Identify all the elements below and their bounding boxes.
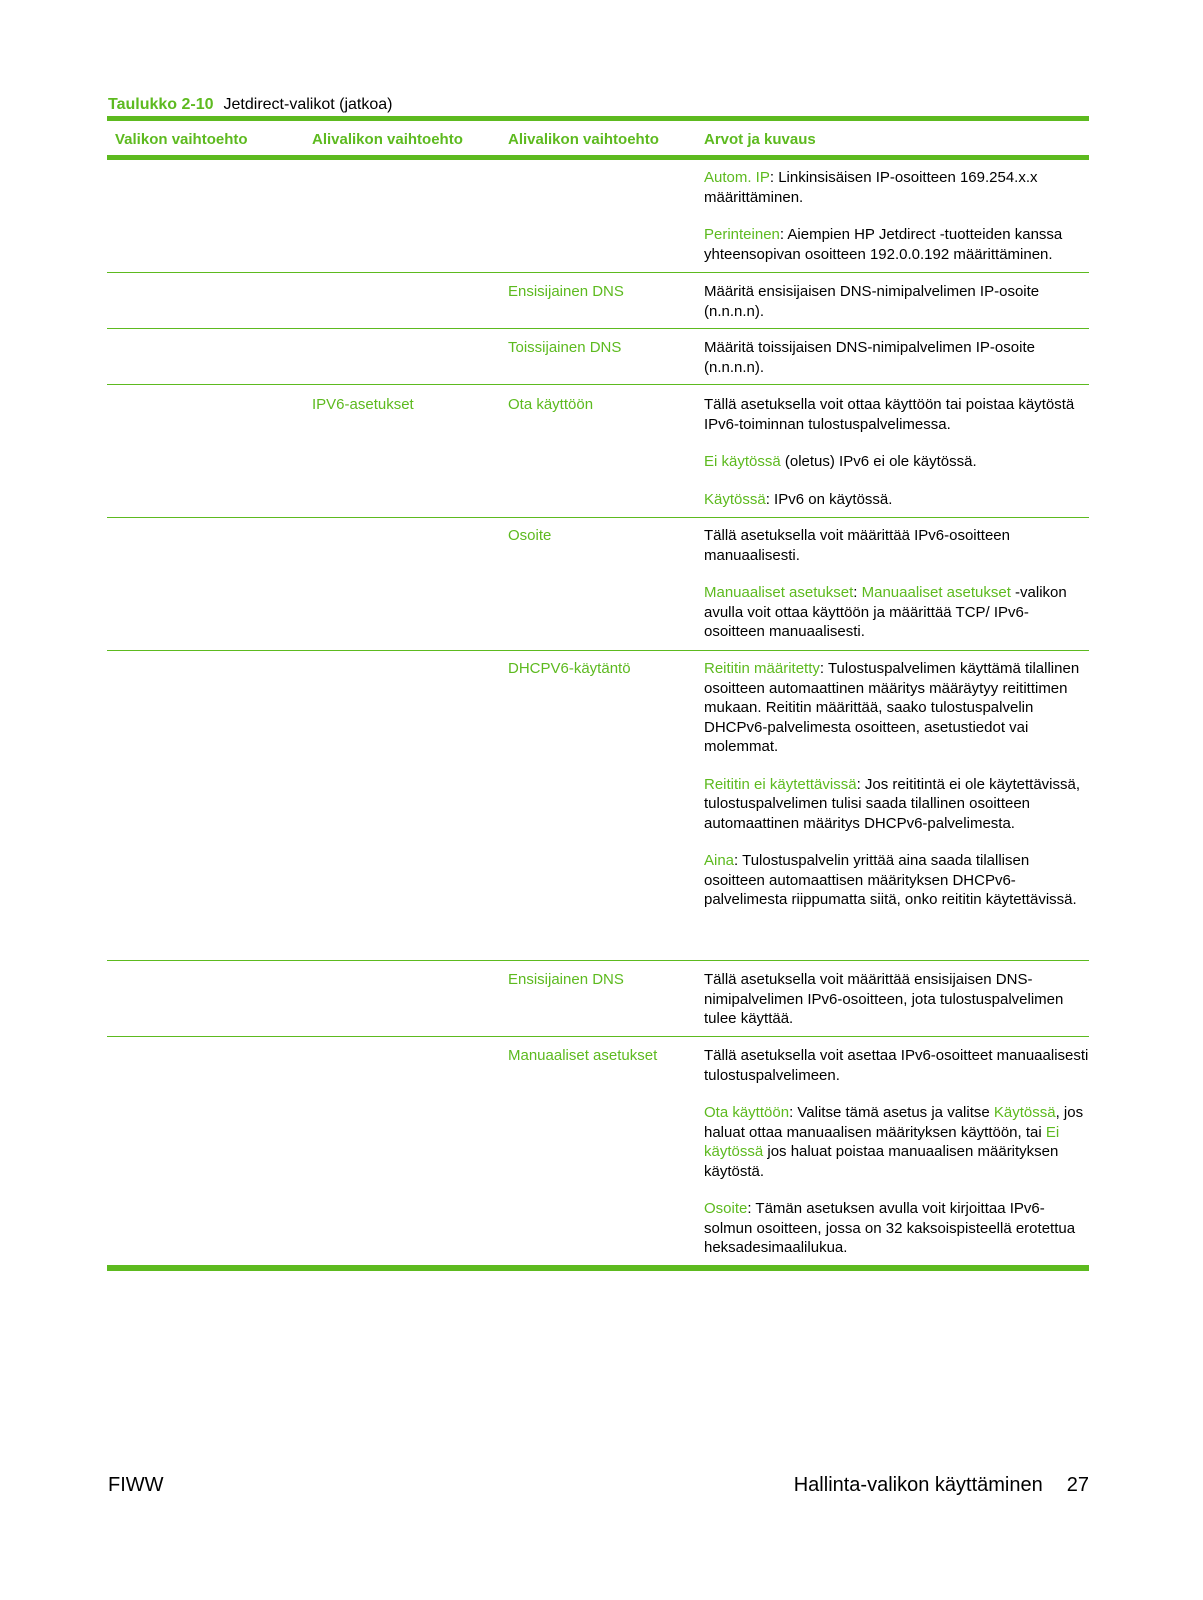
row-description — [704, 168, 1089, 264]
submenu-option: DHCPV6-käytäntö — [508, 660, 631, 677]
description-paragraph: Tällä asetuksella voit asettaa IPv6-osoitteet manuaalisesti tulostuspalvelimeen. — [704, 1047, 1089, 1084]
value-term: Perinteinen — [704, 226, 780, 243]
submenu-option: Osoite — [508, 527, 552, 544]
description-paragraph: Ota käyttöön: Valitse tämä asetus ja valitse Käytössä, jos haluat ottaa manuaalisen määrityksen käyttöön, tai Ei käytössä jos haluat poistaa manuaalisen määrityksen käytöstä. — [704, 1104, 1084, 1180]
header-col-menu-option: Valikon vaihtoehto — [115, 131, 248, 148]
footer-section — [794, 1473, 1089, 1497]
description-paragraph: Osoite: Tämän asetuksen avulla voit kirjoittaa IPv6-solmun osoitteen, jossa on 32 kaksoispisteellä erotettua heksadesimaalilukua. — [704, 1200, 1076, 1256]
description-paragraph: Ei käytössä (oletus) IPv6 ei ole käytössä. — [704, 453, 977, 470]
value-term: Ei käytössä — [704, 1123, 1060, 1160]
value-term: Käytössä — [704, 490, 766, 508]
row-description — [704, 338, 1089, 377]
table-number: Taulukko 2-10 — [108, 96, 214, 113]
table-caption — [108, 95, 392, 115]
description-paragraph: Reititin määritetty: Tulostuspalvelimen käyttämä tilallinen osoitteen automaattinen määritys määräytyy reitittimen mukaan. Reititin määrittää, saako tulostuspalvelin DHCPv6-palvelimesta osoitteen, asetustiedot vai molemmat. — [704, 660, 1080, 755]
row-description — [704, 970, 1089, 1029]
value-term: Autom. IP — [704, 169, 770, 186]
value-term: Manuaaliset asetukset — [704, 584, 854, 601]
row-divider — [107, 960, 1089, 961]
row-divider — [107, 1036, 1089, 1037]
value-term: Reititin määritetty — [704, 660, 820, 677]
value-term: Reititin ei käytettävissä — [704, 775, 857, 793]
description-paragraph: Tällä asetuksella voit määrittää IPv6-osoitteen manuaalisesti. — [704, 527, 1010, 564]
description-paragraph: Tällä asetuksella voit määrittää ensisijaisen DNS-nimipalvelimen IPv6-osoitteen, jota tulostuspalvelimen tulee käyttää. — [704, 971, 1064, 1027]
row-divider — [107, 517, 1089, 518]
page-number: 27 — [1066, 1474, 1089, 1496]
header-col-values-description: Arvot ja kuvaus — [704, 131, 816, 148]
row-divider — [107, 328, 1089, 329]
header-col-submenu-option-1: Alivalikon vaihtoehto — [312, 131, 463, 148]
description-paragraph: Määritä toissijaisen DNS-nimipalvelimen IP-osoite (n.n.n.n). — [704, 339, 1035, 376]
row-divider — [107, 272, 1089, 273]
description-paragraph: Tällä asetuksella voit ottaa käyttöön tai poistaa käytöstä IPv6-toiminnan tulostuspalvelimessa. — [704, 396, 1075, 433]
row-description — [704, 526, 1089, 642]
value-term: Osoite — [704, 1200, 748, 1217]
header-bottom-rule — [107, 155, 1089, 160]
description-paragraph: Käytössä: IPv6 on käytössä. — [704, 490, 893, 508]
row-description — [704, 1046, 1089, 1258]
table-title: Jetdirect-valikot (jatkoa) — [223, 96, 393, 113]
footer-locale: FIWW — [108, 1474, 164, 1496]
description-paragraph: Manuaaliset asetukset: Manuaaliset asetukset -valikon avulla voit ottaa käyttöön ja määrittää TCP/ IPv6-osoitteen manuaalisesti. — [704, 584, 1067, 640]
value-term: Ota käyttöön — [704, 1104, 790, 1121]
submenu-group: IPV6-asetukset — [312, 396, 414, 413]
row-description — [704, 282, 1089, 321]
value-term: Käytössä — [993, 1104, 1056, 1121]
row-divider — [107, 650, 1089, 651]
description-paragraph: Autom. IP: Linkinsisäisen IP-osoitteen 169.254.x.x määrittäminen. — [704, 169, 1038, 206]
table-header — [107, 126, 1089, 154]
table-bottom-rule — [107, 1265, 1089, 1271]
row-divider — [107, 384, 1089, 385]
description-paragraph: Aina: Tulostuspalvelin yrittää aina saada tilallisen osoitteen automaattisen määrityksen DHCPv6-palvelimesta riippumatta siitä, onko reititin käytettävissä. — [704, 852, 1077, 908]
row-description — [704, 395, 1089, 509]
submenu-option: Ensisijainen DNS — [508, 971, 624, 988]
submenu-option: Manuaaliset asetukset — [508, 1047, 658, 1064]
header-col-submenu-option-2: Alivalikon vaihtoehto — [508, 131, 659, 148]
submenu-option: Ota käyttöön — [508, 396, 594, 413]
description-paragraph: Reititin ei käytettävissä: Jos reititintä ei ole käytettävissä, tulostuspalvelimen tulisi saada tilallinen osoitteen automaattinen määritys DHCPv6-palvelimesta. — [704, 775, 1081, 832]
submenu-option: Toissijainen DNS — [508, 339, 622, 356]
value-term: Ei käytössä — [704, 453, 781, 470]
footer-section-title: Hallinta-valikon käyttäminen — [793, 1474, 1043, 1496]
submenu-option: Ensisijainen DNS — [508, 283, 624, 300]
description-paragraph: Määritä ensisijaisen DNS-nimipalvelimen IP-osoite (n.n.n.n). — [704, 283, 1040, 320]
description-paragraph: Perinteinen: Aiempien HP Jetdirect -tuotteiden kanssa yhteensopivan osoitteen 192.0.0.192 määrittäminen. — [704, 226, 1063, 263]
row-description — [704, 659, 1089, 910]
table-top-rule — [107, 116, 1089, 121]
value-term: Aina — [704, 852, 735, 869]
value-term: Manuaaliset asetukset — [861, 584, 1011, 601]
